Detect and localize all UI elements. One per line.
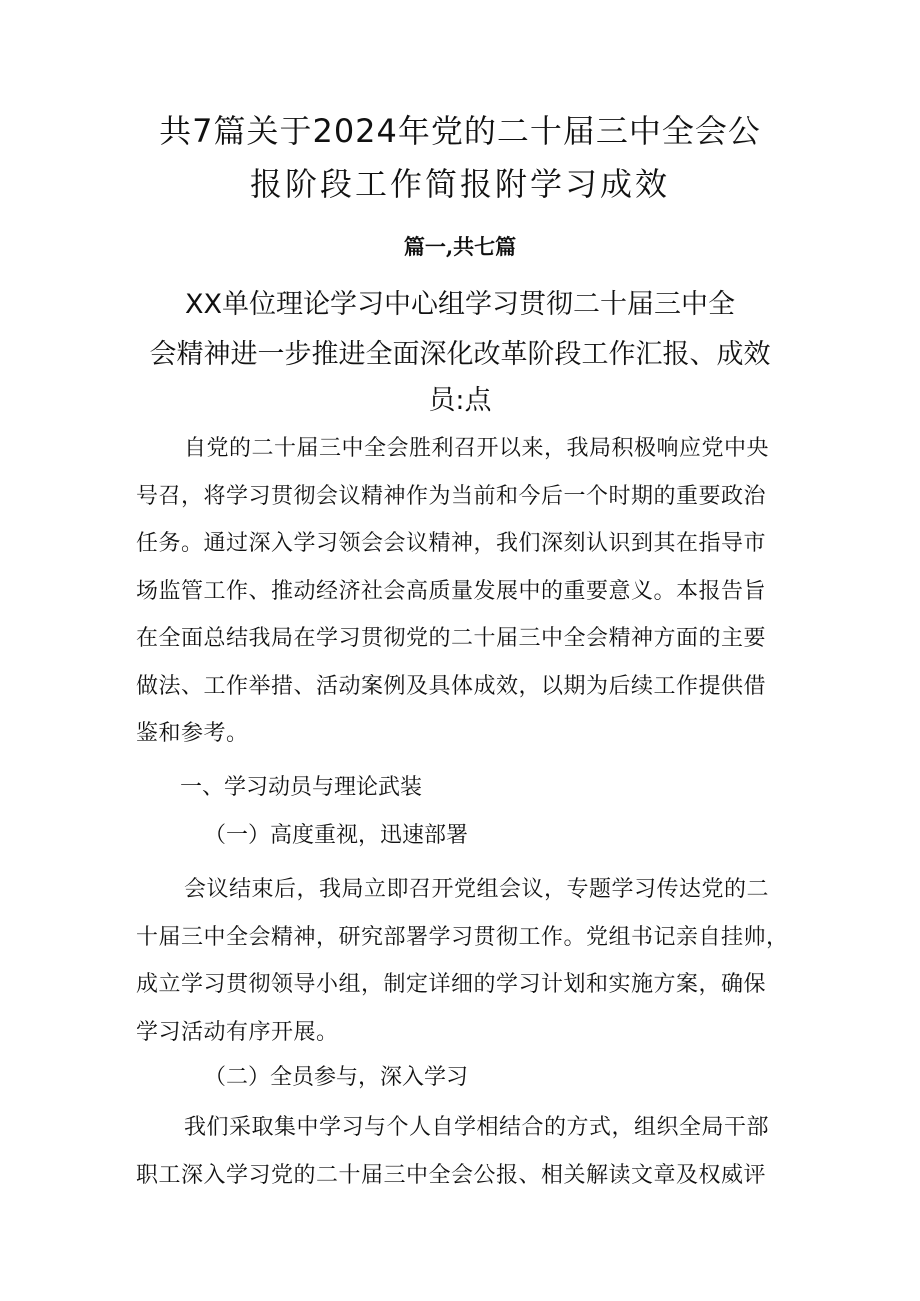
paragraph-line: 学习活动有序开展。 [136,1019,339,1045]
document-title-line-1: 共7篇关于2024年党的二十届三中全会公 [159,112,761,150]
paragraph-line: 鉴和参考。 [136,721,249,746]
paragraph-line: 场监管工作、推动经济社会高质量发展中的重要意义。本报告旨 [136,578,767,604]
report-heading-line-3: 员:点 [428,385,492,416]
document-title-line-2: 报阶段工作简报附学习成效 [249,165,670,203]
paragraph-line: 十届三中全会精神，研究部署学习贯彻工作。党组书记亲自挂帅， [136,924,789,950]
intro-paragraph [136,425,796,758]
paragraph-line: 做法、工作举措、活动案例及具体成效，以期为后续工作提供借 [136,673,767,699]
paragraph-line: 职工深入学习党的二十届三中全会公报、相关解读文章及权威评 [136,1162,767,1188]
report-heading-line-2: 会精神进一步推进全面深化改革阶段工作汇报、成效 [149,339,771,370]
paragraph-line: 号召，将学习贯彻会议精神作为当前和今后一个时期的重要政治 [136,483,767,509]
document-subtitle: 篇一,共七篇 [403,234,517,259]
subsection-heading-1: （一）高度重视，迅速部署 [204,823,469,848]
paragraph-line: 任务。通过深入学习领会会议精神，我们深刻认识到其在指导市 [136,531,767,556]
paragraph-line: 自党的二十届三中全会胜利召开以来，我局积极响应党中央 [184,436,770,461]
paragraph-line: 在全面总结我局在学习贯彻党的二十届三中全会精神方面的主要 [136,626,767,651]
participation-paragraph [136,1104,796,1199]
paragraph-line: 我们采取集中学习与个人自学相结合的方式，组织全局干部 [184,1115,770,1140]
paragraph-line: 会议结束后，我局立即召开党组会议，专题学习传达党的二 [184,877,770,902]
deployment-paragraph [136,866,796,1056]
subsection-heading-2: （二）全员参与，深入学习 [204,1065,469,1090]
report-heading-line-1: XX单位理论学习中心组学习贯彻二十届三中全 [185,289,735,320]
section-heading-1: 一、学习动员与理论武装 [180,775,423,800]
paragraph-line: 成立学习贯彻领导小组，制定详细的学习计划和实施方案，确保 [136,972,767,997]
